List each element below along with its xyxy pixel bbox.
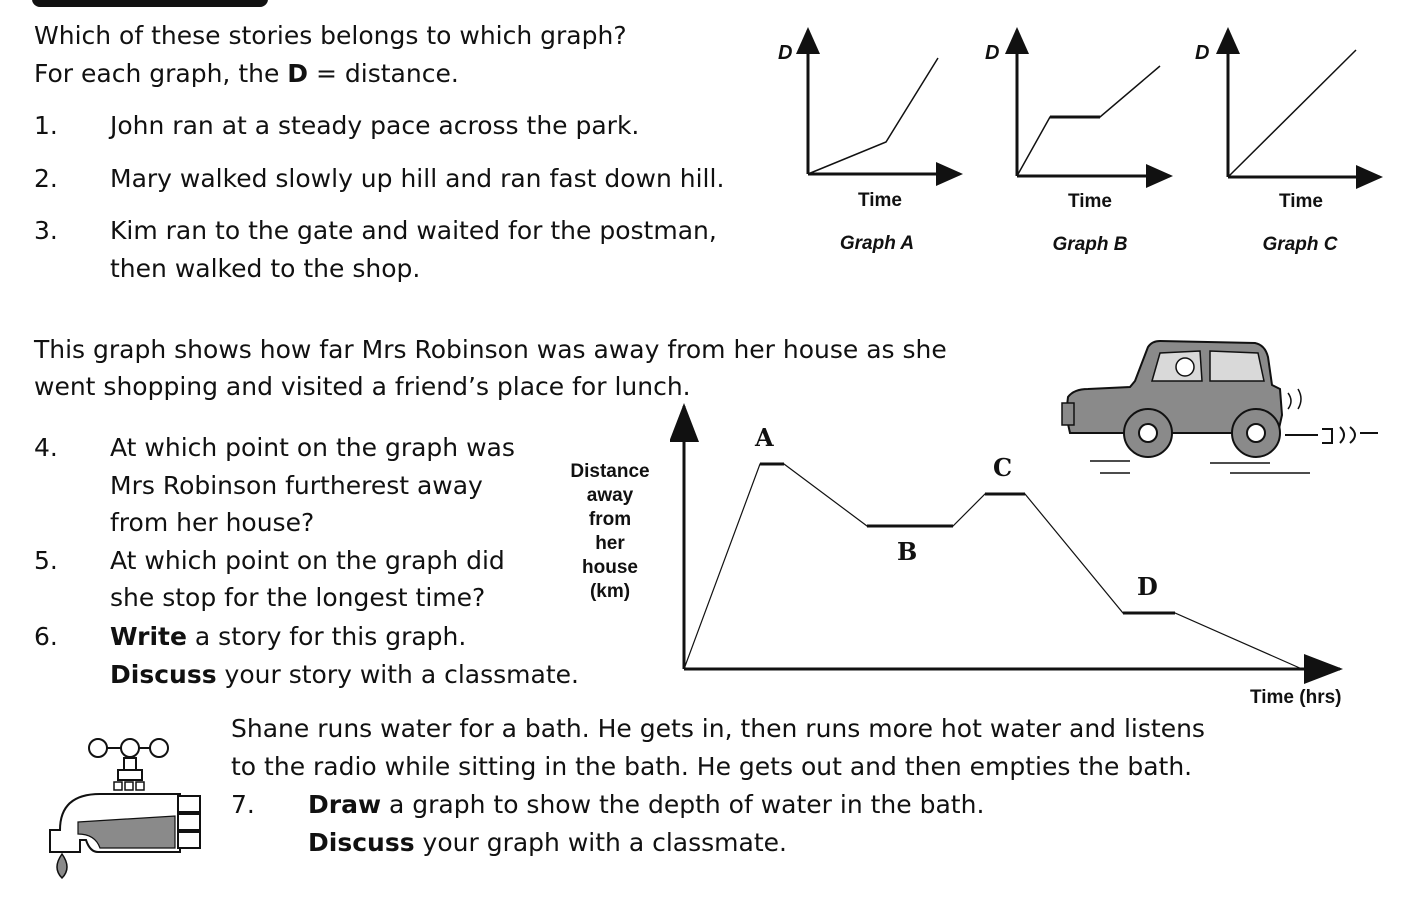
question-number: 6. bbox=[34, 622, 58, 651]
story-number: 2. bbox=[34, 164, 58, 193]
y-label-line: away bbox=[586, 485, 634, 506]
y-label-line: Distance bbox=[570, 461, 650, 482]
story-text: Kim ran to the gate and waited for the postman, bbox=[110, 216, 717, 245]
bath-line-2: to the radio while sitting in the bath. He gets out and then empties the bath. bbox=[231, 752, 1193, 781]
point-a-label: A bbox=[755, 423, 774, 452]
graph-a bbox=[808, 30, 960, 174]
y-label-line: from bbox=[588, 509, 632, 530]
point-c-label: C bbox=[993, 453, 1013, 482]
intro-line-2-pre: For each graph, the bbox=[34, 59, 288, 88]
y-label-line: (km) bbox=[589, 581, 631, 602]
intro-line-2-post: = distance. bbox=[308, 59, 459, 88]
robinson-line-1: This graph shows how far Mrs Robinson was away from her house as she bbox=[34, 335, 947, 364]
question-text bbox=[110, 618, 466, 656]
point-d-label: D bbox=[1137, 572, 1158, 601]
header-tab bbox=[32, 0, 268, 7]
question-number: 5. bbox=[34, 546, 58, 575]
graph-a-caption: Graph A bbox=[839, 233, 915, 254]
question-text: At which point on the graph was bbox=[110, 433, 515, 462]
discuss-bold: Discuss bbox=[110, 660, 217, 689]
story-text: John ran at a steady pace across the park. bbox=[110, 111, 640, 140]
question-7-rest-2: your graph with a classmate. bbox=[414, 828, 787, 857]
distance-y-label bbox=[552, 460, 668, 604]
car-illustration bbox=[1060, 333, 1390, 483]
discuss-bold: Discuss bbox=[308, 828, 415, 857]
distance-x-label: Time (hrs) bbox=[1250, 687, 1342, 708]
question-7-rest-1: a graph to show the depth of water in the bath. bbox=[381, 790, 985, 819]
y-label-line: her bbox=[595, 533, 625, 554]
question-number: 7. bbox=[231, 790, 255, 819]
question-text: Mrs Robinson furtherest away bbox=[110, 471, 483, 500]
story-text: Mary walked slowly up hill and ran fast down hill. bbox=[110, 164, 725, 193]
intro-line-2 bbox=[34, 55, 459, 93]
bath-line-1: Shane runs water for a bath. He gets in, then runs more hot water and listens bbox=[231, 714, 1205, 743]
graph-c-y-label: D bbox=[1195, 42, 1210, 64]
graph-b-y-label: D bbox=[985, 42, 1000, 64]
graph-c-caption: Graph C bbox=[1262, 234, 1338, 255]
question-text bbox=[308, 786, 984, 824]
question-text bbox=[110, 656, 579, 694]
point-b-label: B bbox=[897, 537, 918, 566]
question-6-rest-2: your story with a classmate. bbox=[216, 660, 579, 689]
question-text: At which point on the graph did bbox=[110, 546, 505, 575]
graph-a-y-label: D bbox=[778, 42, 793, 64]
story-number: 1. bbox=[34, 111, 58, 140]
question-6-rest-1: a story for this graph. bbox=[186, 622, 467, 651]
tap-illustration bbox=[40, 730, 210, 890]
write-bold: Write bbox=[110, 622, 187, 651]
question-text: from her house? bbox=[110, 508, 315, 537]
graph-a-line bbox=[808, 58, 938, 174]
y-label-line: house bbox=[582, 557, 638, 578]
question-text: she stop for the longest time? bbox=[110, 583, 486, 612]
graph-c bbox=[1228, 30, 1380, 177]
story-number: 3. bbox=[34, 216, 58, 245]
intro-d-bold: D bbox=[287, 59, 309, 88]
graph-c-x-label: Time bbox=[1278, 191, 1323, 212]
graph-b bbox=[1017, 30, 1170, 176]
story-text: then walked to the shop. bbox=[110, 254, 421, 283]
draw-bold: Draw bbox=[308, 790, 382, 819]
intro-line-1: Which of these stories belongs to which graph? bbox=[34, 21, 627, 50]
question-number: 4. bbox=[34, 433, 58, 462]
graph-b-caption: Graph B bbox=[1052, 234, 1128, 255]
question-text bbox=[308, 824, 787, 862]
graph-a-x-label: Time bbox=[857, 190, 902, 211]
robinson-line-2: went shopping and visited a friend’s place for lunch. bbox=[34, 372, 691, 401]
graph-b-x-label: Time bbox=[1067, 191, 1112, 212]
